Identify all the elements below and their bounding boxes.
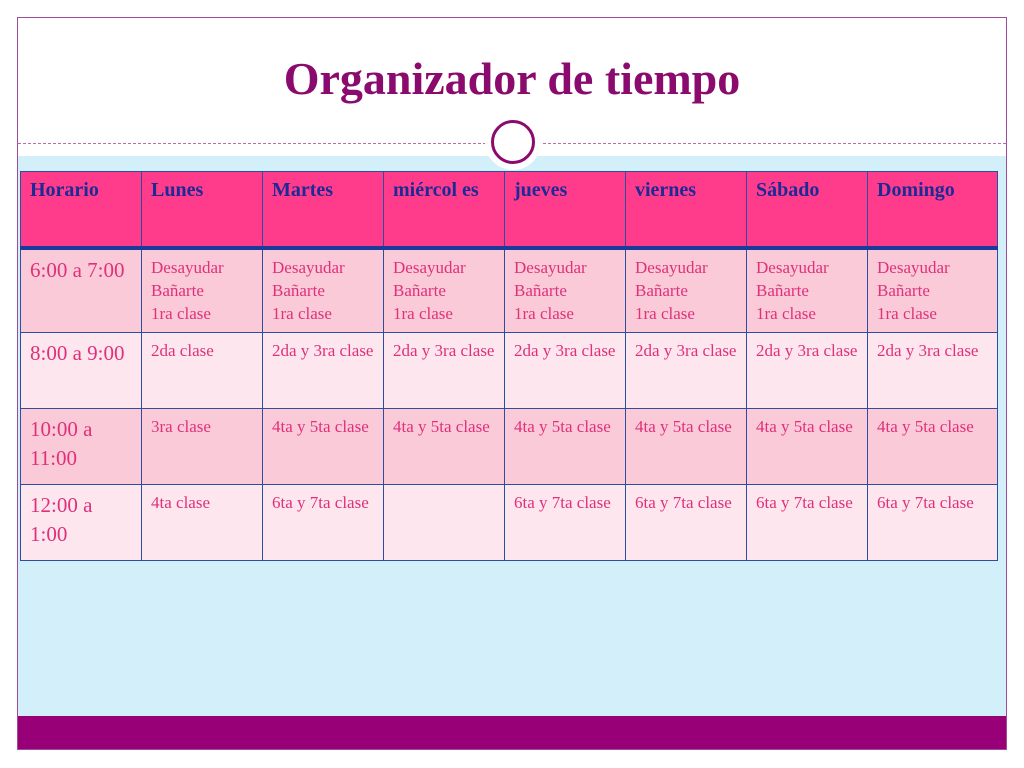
slide [17,17,1007,750]
activity-text: 1ra clase [151,304,211,324]
activity-text: 6ta y 7ta clase [272,492,369,512]
cell-viernes [626,332,747,408]
time-cell: 8:00 a 9:00 [21,332,142,408]
cell-sabado [747,408,868,484]
activity-text: 6ta y 7ta clase [635,492,732,512]
header-lunes: Lunes [142,172,263,248]
cell-lunes [142,408,263,484]
activity-text: Desayudar [756,257,829,277]
cell-lunes [142,484,263,560]
cell-jueves [505,332,626,408]
activity-text: Bañarte [514,280,567,300]
cell-jueves [505,408,626,484]
activity-text: 4ta clase [151,492,210,512]
activity-text: 3ra clase [151,416,211,436]
schedule-table [20,171,998,561]
activity-text: 1ra clase [756,304,816,324]
activity-text: 2da y 3ra clase [756,340,858,360]
cell-miercoles [384,332,505,408]
activity-text: 2da clase [151,340,214,360]
activity-text: 4ta y 5ta clase [514,416,611,436]
header-miercoles: miércol es [384,172,505,248]
cell-viernes [626,408,747,484]
cell-martes [263,408,384,484]
cell-martes [263,484,384,560]
cell-jueves [505,484,626,560]
slide-title: Organizador de tiempo [283,53,741,104]
cell-miercoles [384,408,505,484]
time-cell: 6:00 a 7:00 [21,248,142,333]
activity-text: Desayudar [151,257,224,277]
activity-text: Desayudar [514,257,587,277]
activity-text: 2da y 3ra clase [635,340,737,360]
table-row [21,248,998,333]
activity-text: Bañarte [756,280,809,300]
cell-domingo [868,408,998,484]
activity-text: 1ra clase [272,304,332,324]
schedule-body [21,248,998,561]
activity-text: 1ra clase [514,304,574,324]
cell-lunes [142,248,263,333]
cell-sabado [747,332,868,408]
cell-sabado [747,484,868,560]
cell-jueves [505,248,626,333]
activity-text: Bañarte [272,280,325,300]
bottom-bar [18,716,1006,750]
cell-domingo [868,332,998,408]
activity-text: Bañarte [635,280,688,300]
activity-text: 4ta y 5ta clase [756,416,853,436]
activity-text: Bañarte [151,280,204,300]
time-cell: 10:00 a 11:00 [21,408,142,484]
activity-text: Bañarte [877,280,930,300]
circle-ring-icon [485,114,541,170]
cell-viernes [626,248,747,333]
cell-miercoles [384,248,505,333]
cell-martes [263,332,384,408]
header-viernes: viernes [626,172,747,248]
cell-viernes [626,484,747,560]
cell-martes [263,248,384,333]
activity-text: 1ra clase [877,304,937,324]
activity-text: Desayudar [877,257,950,277]
time-cell: 12:00 a 1:00 [21,484,142,560]
activity-text: 4ta y 5ta clase [877,416,974,436]
table-header-row [21,172,998,248]
header-sabado: Sábado [747,172,868,248]
header-horario: Horario [21,172,142,248]
activity-text: 4ta y 5ta clase [393,416,490,436]
circle-ring-inner [491,120,535,164]
cell-domingo [868,484,998,560]
activity-text: Desayudar [393,257,466,277]
table-row [21,332,998,408]
activity-text: 1ra clase [635,304,695,324]
activity-text: 4ta y 5ta clase [635,416,732,436]
cell-sabado [747,248,868,333]
header-domingo: Domingo [868,172,998,248]
activity-text: 2da y 3ra clase [877,340,979,360]
cell-lunes [142,332,263,408]
header-jueves: jueves [505,172,626,248]
activity-text: 2da y 3ra clase [514,340,616,360]
cell-miercoles [384,484,505,560]
header-martes: Martes [263,172,384,248]
activity-text: 6ta y 7ta clase [756,492,853,512]
activity-text: 1ra clase [393,304,453,324]
activity-text: 2da y 3ra clase [272,340,374,360]
activity-text: Desayudar [635,257,708,277]
activity-text: Desayudar [272,257,345,277]
table-row [21,484,998,560]
cell-domingo [868,248,998,333]
table-row [21,408,998,484]
activity-text: 6ta y 7ta clase [877,492,974,512]
activity-text: 6ta y 7ta clase [514,492,611,512]
activity-text: 2da y 3ra clase [393,340,495,360]
activity-text: 4ta y 5ta clase [272,416,369,436]
activity-text: Bañarte [393,280,446,300]
